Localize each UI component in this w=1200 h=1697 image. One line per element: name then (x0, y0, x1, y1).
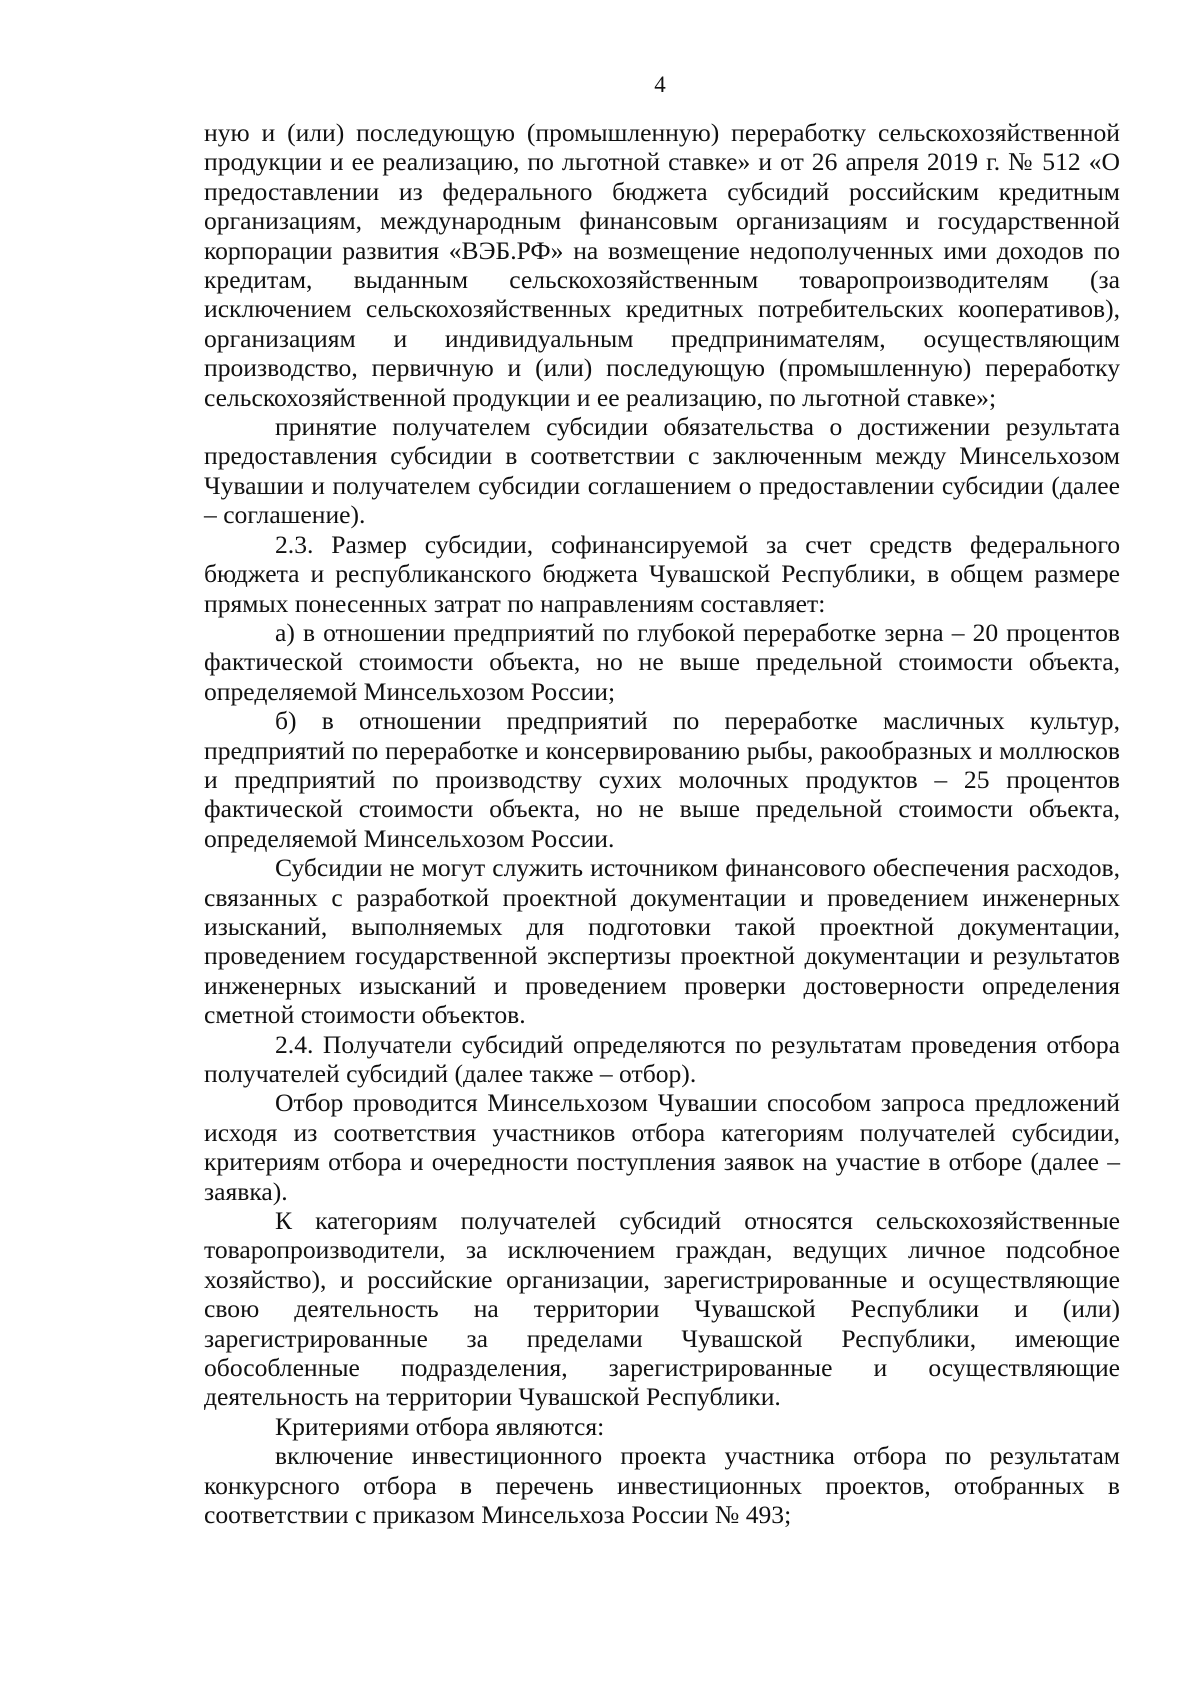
paragraph-criterion-1: включение инвестиционного проекта участника отбора по результатам конкурсного отбора в перечень инвестиционных проектов, отобранных в соответствии с приказом Минсельхоза России № 493; (204, 1441, 1120, 1530)
paragraph-continuation: ную и (или) последующую (промышленную) переработку сельскохозяйственной продукции и ее реализацию, по льготной ставке» и от 26 апреля 2019 г. № 512 «О предоставлении из федерального бюджета субсидий российским кредитным организациям, международным финансовым организациям и государственной корпорации развития «ВЭБ.РФ» на возмещение недополученных ими доходов по кредитам, выданным сельскохозяйственным товаропроизводителям (за исключением сельскохозяйственных кредитных потребительских кооперативов), организациям и индивидуальным предпринимателям, осуществляющим производство, первичную и (или) последующую (промышленную) переработку сельскохозяйственной продукции и ее реализацию, по льготной ставке»; (204, 118, 1120, 412)
paragraph-criteria-heading: Критериями отбора являются: (275, 1411, 605, 1441)
document-body (204, 118, 1120, 1530)
paragraph-subsidy-limits: Субсидии не могут служить источником финансового обеспечения расходов, связанных с разработкой проектной документации и проведением инженерных изысканий, выполняемых для подготовки такой проектной документации, проведением государственной экспертизы проектной документации и результатов инженерных изысканий и проведением проверки достоверности определения сметной стоимости объектов. (204, 853, 1120, 1030)
paragraph-recipient-categories: К категориям получателей субсидий относятся сельскохозяйственные товаропроизводители, за исключением граждан, ведущих личное подсобное хозяйство), и российские организации, зарегистрированные и осуществляющие свою деятельность на территории Чувашской Республики и (или) зарегистрированные за пределами Чувашской Республики, имеющие обособленные подразделения, зарегистрированные и осуществляющие деятельность на территории Чувашской Республики. (204, 1206, 1120, 1412)
paragraph-2-4: 2.4. Получатели субсидий определяются по результатам проведения отбора получателей субсидий (далее также – отбор). (204, 1029, 1120, 1088)
paragraph-selection-method: Отбор проводится Минсельхозом Чувашии способом запроса предложений исходя из соответствия участников отбора категориям получателей субсидии, критериям отбора и очередности поступления заявок на участие в отборе (далее – заявка). (204, 1088, 1120, 1206)
paragraph-obligation: принятие получателем субсидии обязательства о достижении результата предоставления субсидии в соответствии с заключенным между Минсельхозом Чувашии и получателем субсидии соглашением о предоставлении субсидии (далее – соглашение). (204, 412, 1120, 530)
page-number: 4 (654, 72, 666, 97)
paragraph-item-a: а) в отношении предприятий по глубокой переработке зерна – 20 процентов фактической стоимости объекта, но не выше предельной стоимости объекта, определяемой Минсельхозом России; (204, 617, 1120, 706)
paragraph-item-b: б) в отношении предприятий по переработке масличных культур, предприятий по переработке и консервированию рыбы, ракообразных и моллюсков и предприятий по производству сухих молочных продуктов – 25 процентов фактической стоимости объекта, но не выше предельной стоимости объекта, определяемой Минсельхозом России. (204, 706, 1120, 853)
paragraph-2-3: 2.3. Размер субсидии, софинансируемой за счет средств федерального бюджета и республиканского бюджета Чувашской Республики, в общем размере прямых понесенных затрат по направлениям составляет: (204, 529, 1120, 618)
